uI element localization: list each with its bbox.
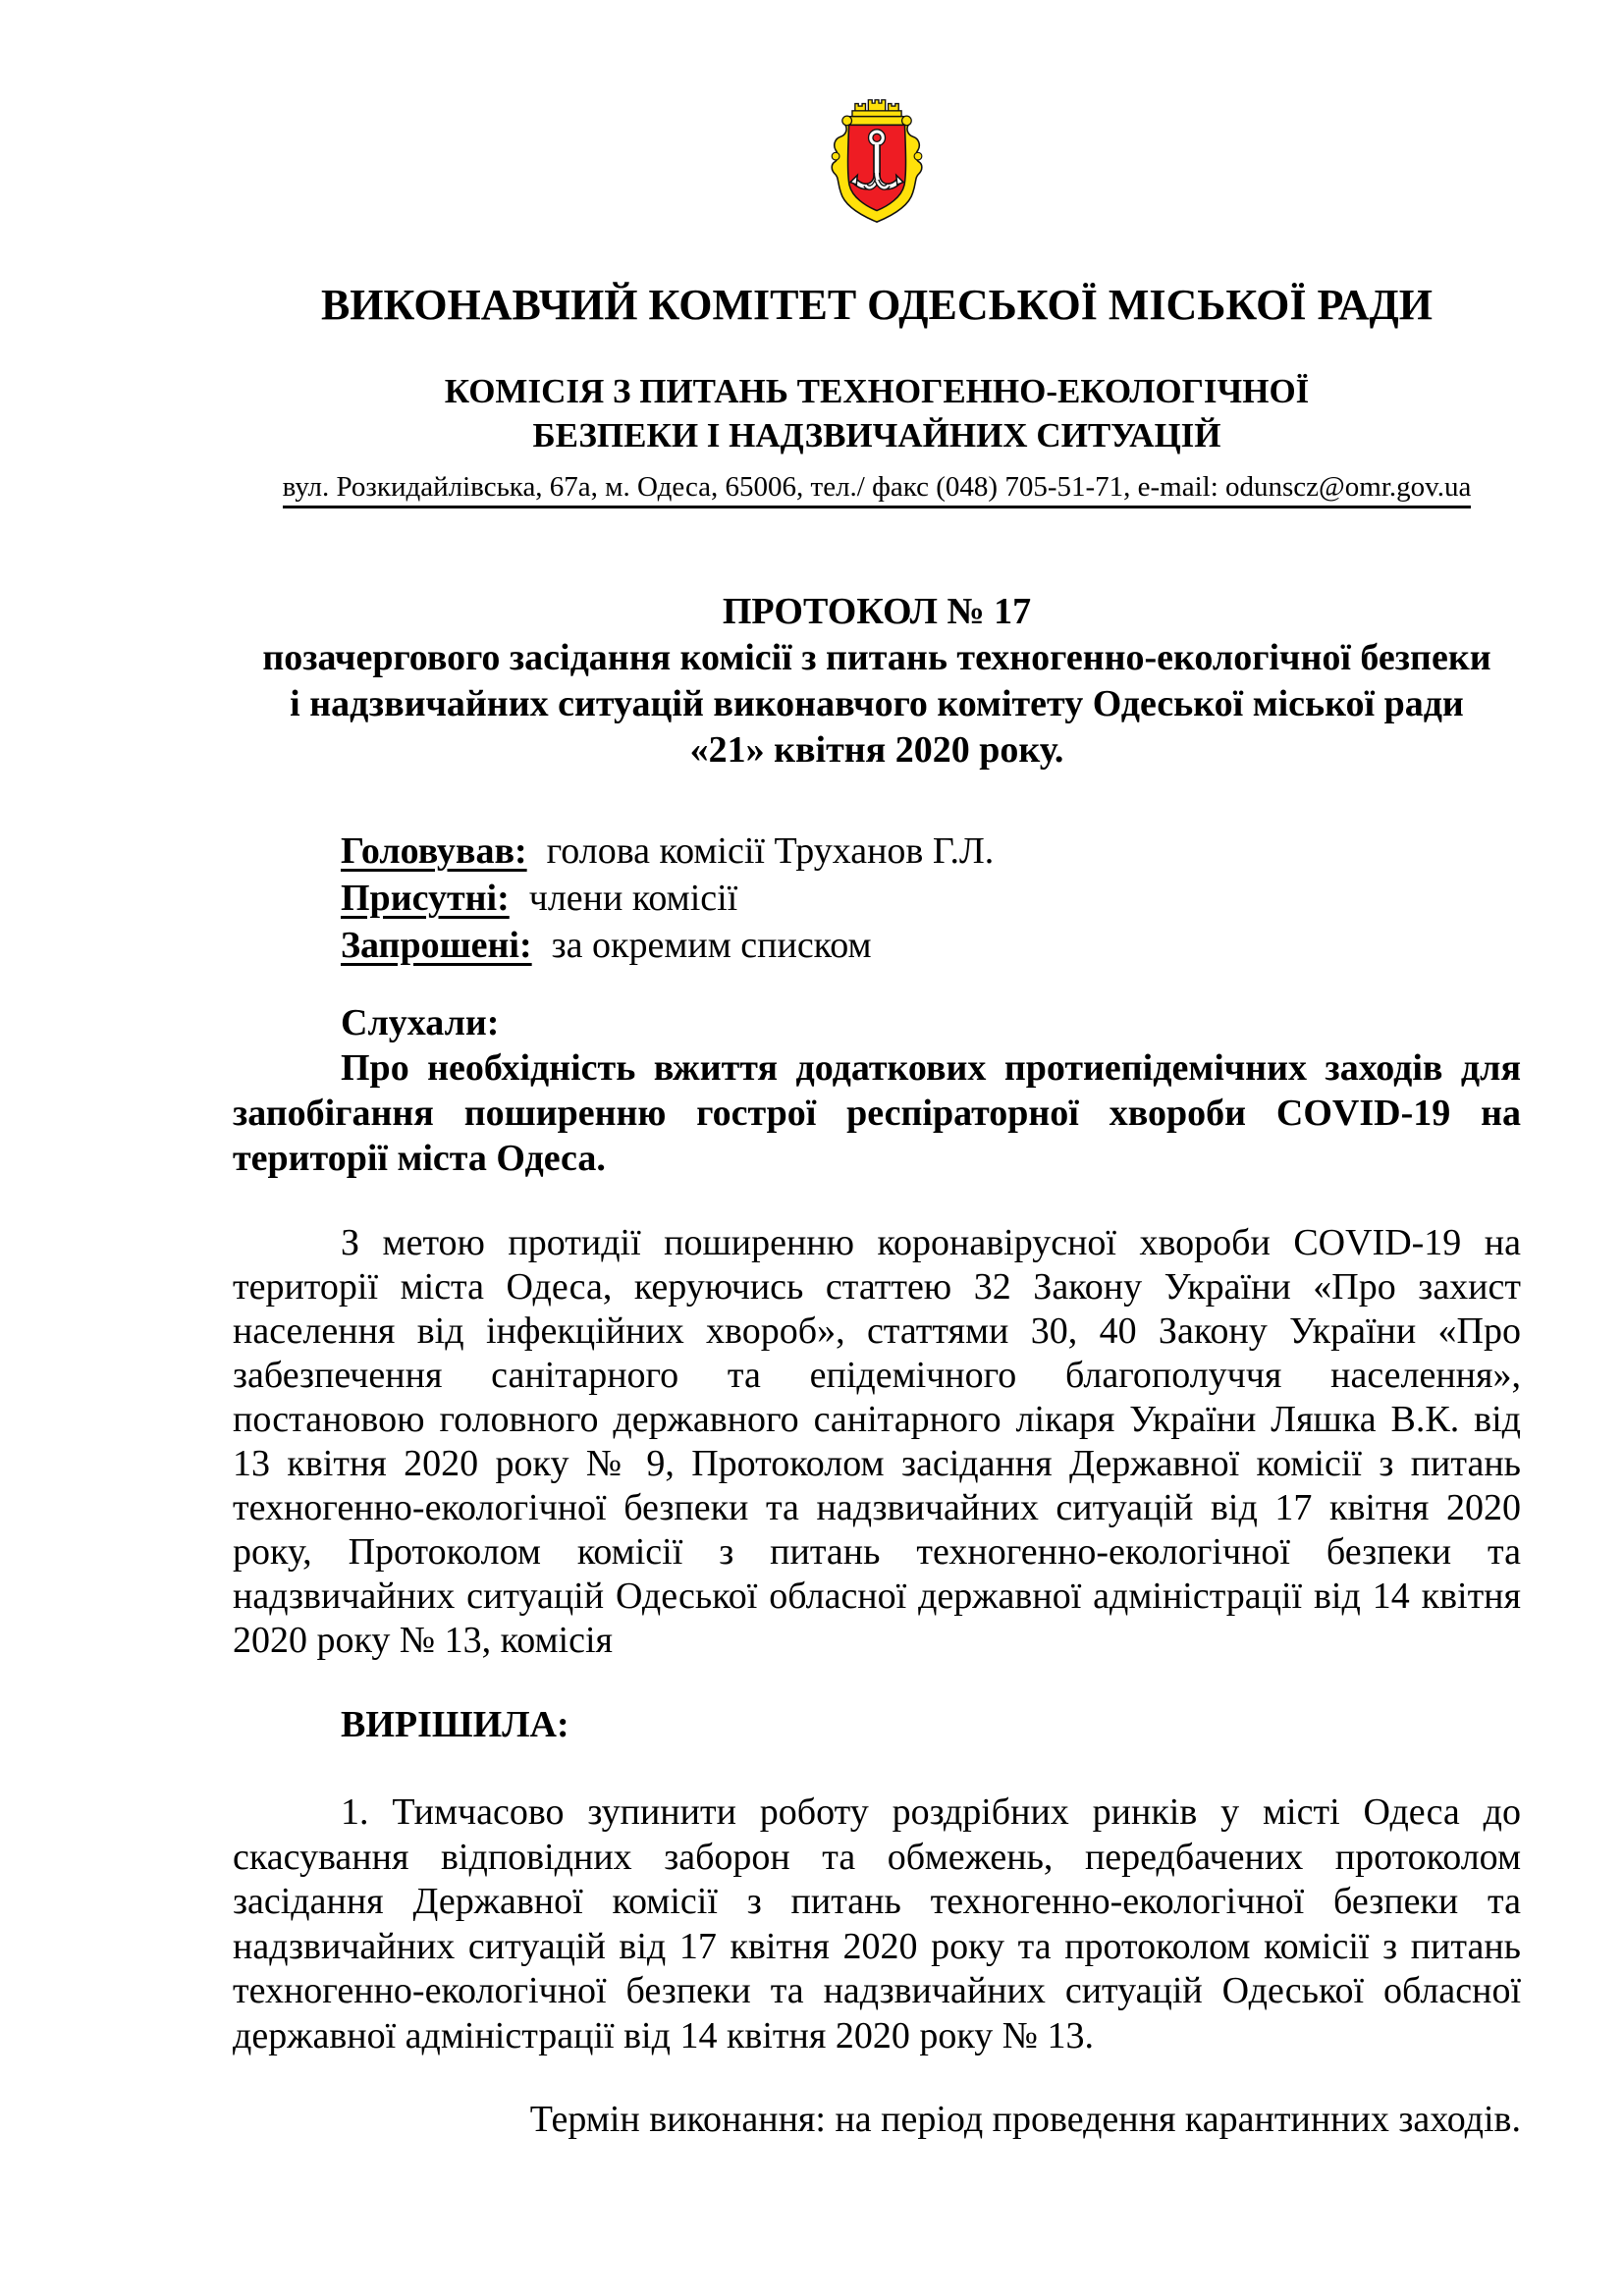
chaired-row [341, 828, 1521, 875]
volute-right [914, 152, 922, 160]
emblem-container [233, 93, 1521, 226]
volute-left [832, 152, 839, 160]
grounds-paragraph: З метою протидії поширенню коронавірусної хвороби COVID-19 на території міста Одеса, керуючись статтею 32 Закону України «Про захист населення від інфекційних хвороб», статтями 30, 40 Закону України «Про забезпечення санітарного та епідемічного благополуччя населення», постановою головного державного санітарного лікаря України Ляшка В.К. від 13 квітня 2020 року № 9, Протоколом засідання Державної комісії з питань техногенно-екологічної безпеки та надзвичайних ситуацій від 17 квітня 2020 року, Протоколом комісії з питань техногенно-екологічної безпеки та надзвичайних ситуацій Одеської обласної державної адміністрації від 14 квітня 2020 року № 13, комісія [233, 1222, 1521, 1661]
volute-top-left [842, 116, 852, 126]
decision-item-1: 1. Тимчасово зупинити роботу роздрібних ринків у місті Одеса до скасування відповідних заборон та обмежень, передбачених протоколом засідання Державної комісії з питань техногенно-екологічної безпеки та надзвичайних ситуацій від 17 квітня 2020 року та протоколом комісії з питань техногенно-екологічної безпеки та надзвичайних ситуацій Одеської обласної державної адміністрації від 14 квітня 2020 року № 13. [233, 1791, 1521, 2056]
odesa-coat-of-arms-icon [825, 93, 929, 226]
protocol-heading [233, 589, 1521, 774]
present-row [341, 875, 1521, 922]
volute-top-right [902, 116, 912, 126]
commission-title-line2: БЕЗПЕКИ І НАДЗВИЧАЙНИХ СИТУАЦІЙ [532, 416, 1221, 454]
commission-title-line1: КОМІСІЯ З ПИТАНЬ ТЕХНОГЕННО-ЕКОЛОГІЧНОЇ [444, 372, 1310, 410]
heard-text: Про необхідність вжиття додаткових протиепідемічних заходів для запобігання поширенню гострої респіраторної хвороби COVID-19 на території міста Одеса. [233, 1047, 1521, 1179]
crown-icon [852, 100, 901, 117]
present-value: члени комісії [528, 878, 738, 919]
deadline-line: Термін виконання: на період проведення карантинних заходів. [529, 2099, 1521, 2140]
address-line [233, 469, 1521, 505]
org-title: ВИКОНАВЧИЙ КОМІТЕТ ОДЕСЬКОЇ МІСЬКОЇ РАДИ [320, 281, 1434, 329]
invited-value: за окремим списком [551, 925, 872, 966]
meta-block [233, 828, 1521, 969]
chaired-label: Головував: [341, 830, 527, 872]
invited-row [341, 922, 1521, 969]
decided-label: ВИРІШИЛА: [341, 1704, 569, 1745]
invited-label: Запрошені: [341, 925, 532, 966]
document-content [233, 93, 1521, 2142]
protocol-subtitle-line1: позачергового засідання комісії з питань техногенно-екологічної безпеки [262, 637, 1491, 678]
protocol-number: ПРОТОКОЛ № 17 [722, 591, 1032, 632]
heard-label: Слухали: [341, 1002, 500, 1043]
chaired-value: голова комісії Труханов Г.Л. [546, 830, 995, 872]
protocol-date: «21» квітня 2020 року. [689, 729, 1064, 771]
present-label: Присутні: [341, 878, 510, 919]
commission-title [233, 369, 1521, 457]
protocol-subtitle-line2: і надзвичайних ситуацій виконавчого комітету Одеської міської ради [290, 683, 1464, 724]
address-text: вул. Розкидайлівська, 67а, м. Одеса, 65006, тел./ факс (048) 705-51-71, e-mail: odunscz@omr.gov.ua [283, 471, 1472, 508]
